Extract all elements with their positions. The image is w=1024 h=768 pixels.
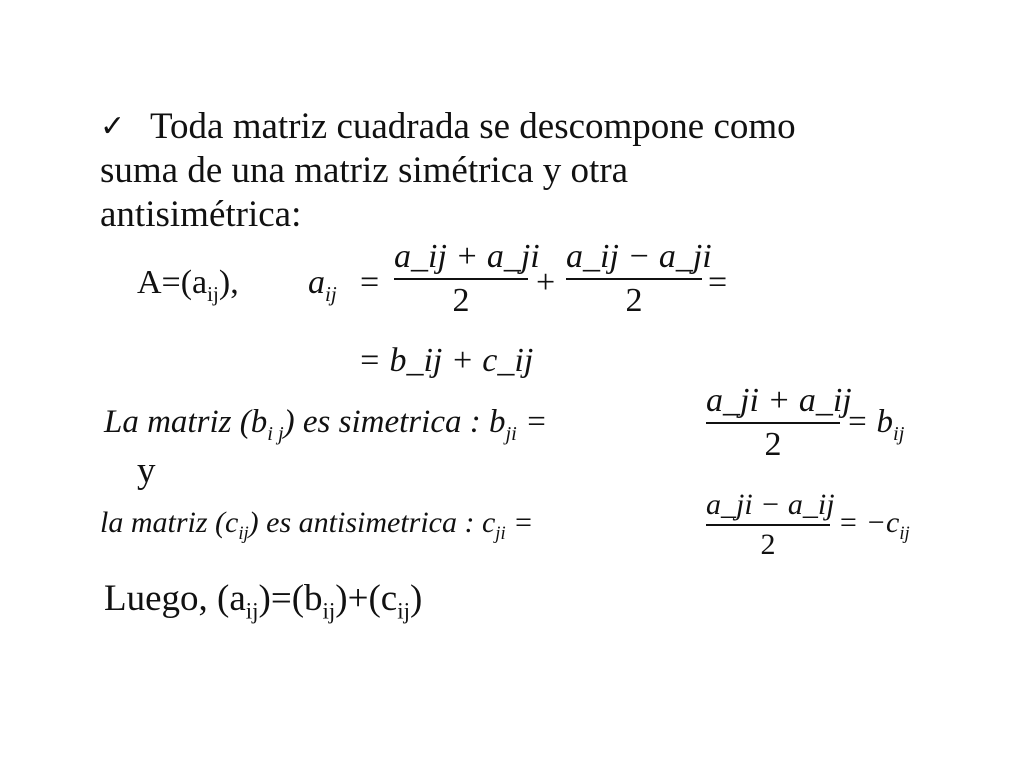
bullet-line-2: suma de una matriz simétrica y otra	[100, 150, 629, 191]
eq1-fraction-1	[394, 238, 540, 319]
fraction-bar	[706, 422, 840, 424]
fraction-bar	[566, 278, 702, 280]
eq1-equals-trailing: =	[708, 264, 728, 301]
conjunction-y: y	[137, 450, 156, 491]
fraction-bar	[706, 524, 830, 526]
checkmark-icon: ✓	[100, 109, 126, 144]
fraction-numerator: a_ij + a_ji	[394, 238, 540, 275]
bullet-line-1: Toda matriz cuadrada se descompone como	[150, 106, 796, 147]
eq1-plus: +	[536, 264, 556, 301]
fraction-numerator: a_ij − a_ji	[566, 238, 712, 275]
eq1-lhs: $a_{ij}$	[308, 264, 337, 306]
fraction-bar	[394, 278, 528, 280]
fraction-denominator: 2	[625, 282, 643, 319]
conclusion: Luego, $(a_{ij})=(b_{ij})+(c_{ij})$	[104, 578, 423, 624]
symmetric-statement: La matriz $(b_{i j})$ es simetrica : $b_{ji}$ =	[104, 404, 548, 445]
fraction-denominator: 2	[760, 528, 776, 561]
antisymmetric-statement: la matriz $(c_{ij})$ es antisimetrica : $c_{ji}$ =	[100, 506, 534, 545]
fraction-numerator: a_ji − a_ij	[706, 488, 835, 521]
antisymmetric-result: = $-c_{ij}$	[838, 506, 910, 545]
bullet-line-3: antisimétrica:	[100, 194, 302, 235]
symmetric-result: = $b_{ij}$	[846, 404, 905, 445]
eq1-equals: =	[360, 264, 380, 301]
fraction-denominator: 2	[452, 282, 470, 319]
fraction-denominator: 2	[764, 426, 782, 463]
eq1-fraction-2	[566, 238, 712, 319]
matrix-definition: $A=(a_{ij})$,	[137, 264, 239, 306]
eq2-sum: = b_ij + c_ij	[358, 342, 534, 379]
symmetric-fraction	[706, 382, 852, 463]
fraction-numerator: a_ji + a_ij	[706, 382, 852, 419]
antisymmetric-fraction	[706, 488, 835, 561]
